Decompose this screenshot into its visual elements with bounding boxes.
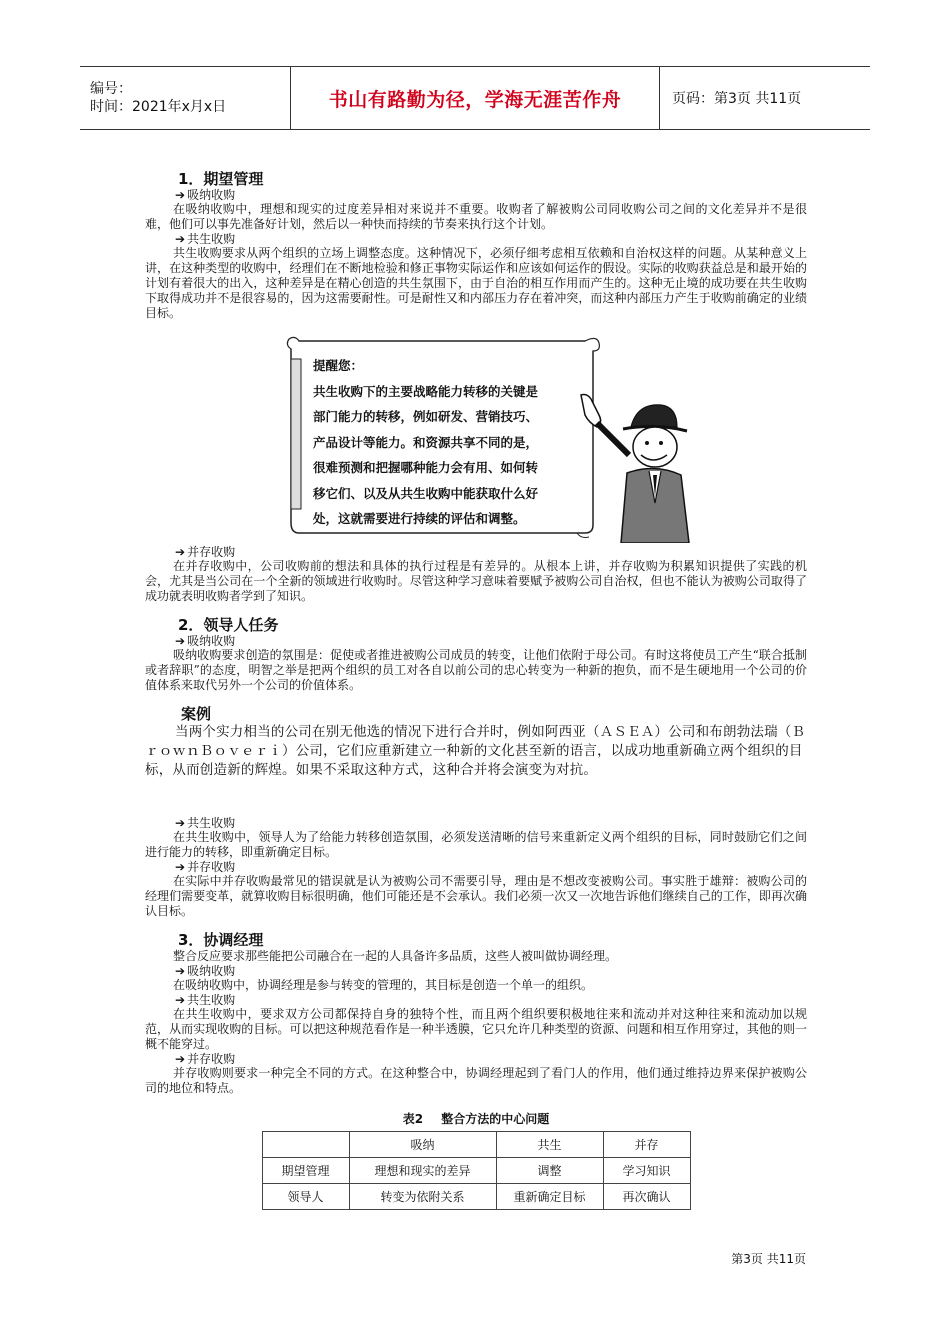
header-left [80,67,290,129]
paragraph: 在实际中并存收购最常见的错误就是认为被购公司不需要引导，理由是不想改变被购公司。事实胜于雄辩：被购公司的经理们需要变革，就算收购目标很明确，他们可能还是不会承认。我们必须一次又一次地告诉他们继续自己的工作，即再次确认目标。 [145,874,807,918]
subheading: ➔ 共生收购 [175,816,236,830]
table-cell: 期望管理 [262,1158,349,1184]
header-page-label: 页码：第3页 共11页 [672,91,802,107]
reminder-line: 移它们、以及从共生收购中能获取什么好 [313,485,539,501]
arrow-icon: ➔ [175,188,186,202]
paragraph: 共生收购要求从两个组织的立场上调整态度。这种情况下，必须仔细考虑相互依赖和自治权这样的问题。从某种意义上讲，在这种类型的收购中，经理们在不断地检验和修正事物实际运作和应该如何运作的假设。实际的收购获益总是和最开始的计划有着很大的出入，这种差异是在精心创造的共生氛围下，由于自治的相互作用而产生的。这种无止境的成功要在共生收购下取得成功并不是很容易的，因为这需要耐性。可是耐性又和内部压力存在着冲突，而这种内部压力产生于收购前确定的业绩目标。 [145,246,807,320]
case-title: 案例 [181,705,212,723]
arrow-icon: ➔ [175,634,186,648]
header-motto-cell [290,67,660,129]
subheading: ➔ 吸纳收购 [175,188,236,202]
paragraph: 在共生收购中，领导人为了给能力转移创造氛围，必须发送清晰的信号来重新定义两个组织的目标，同时鼓励它们之间进行能力的转移，即重新确定目标。 [145,830,807,859]
reminder-line: 部门能力的转移，例如研发、营销技巧、 [313,409,539,424]
document-body [145,170,807,1210]
table-header-cell: 并存 [603,1132,690,1158]
arrow-icon: ➔ [175,545,186,559]
table-header-cell: 吸纳 [349,1132,496,1158]
arrow-icon: ➔ [175,232,186,246]
reminder-text [313,353,593,532]
arrow-icon: ➔ [175,1052,186,1066]
reminder-line: 共生收购下的主要战略能力转移的关键是 [313,383,539,399]
section-title: 3．协调经理 [178,931,264,949]
section-title: 1．期望管理 [178,170,264,188]
integration-table [262,1131,691,1210]
subheading: ➔ 吸纳收购 [175,964,236,978]
table-cell: 再次确认 [603,1184,690,1210]
page-header [80,66,870,130]
paragraph: 在共生收购中，要求双方公司都保持自身的独特个性，而且两个组织要积极地往来和流动并对这种往来和流动加以规范，从而实现收购的目标。可以把这种规范看作是一种半透膜，它只允许几种类型的资源、问题和相互作用穿过，其他的则一概不能穿过。 [145,1007,807,1051]
reminder-line: 很难预测和把握哪种能力会有用、如何转 [313,460,539,475]
presenter-cartoon-icon [577,393,705,543]
subheading: ➔ 共生收购 [175,232,236,246]
arrow-icon: ➔ [175,816,186,830]
paragraph: 吸纳收购要求创造的氛围是：促使或者推进被购公司成员的转变，让他们依附于母公司。有时这将使员工产生“联合抵制或者辞职”的态度，明智之举是把两个组织的员工对各自以前公司的忠心转变为一种新的抱负，而不是生硬地用一个公司的价值体系来取代另外一个公司的价值体系。 [145,648,807,692]
table-cell: 理想和现实的差异 [349,1158,496,1184]
reminder-callout [285,333,705,545]
subheading: ➔ 并存收购 [175,860,236,874]
reminder-line: 产品设计等能力。和资源共享不同的是， [313,434,539,450]
subheading: ➔ 并存收购 [175,545,236,559]
table-row [262,1184,690,1210]
section-title: 2．领导人任务 [178,616,279,634]
doc-date-label: 时间：2021年x月x日 [90,99,227,115]
table-cell: 调整 [496,1158,603,1184]
header-motto: 书山有路勤为径，学海无涯苦作舟 [328,88,622,111]
table-row [262,1158,690,1184]
arrow-icon: ➔ [175,993,186,1007]
table-header-cell: 共生 [496,1132,603,1158]
header-right [660,67,801,129]
table-cell: 转变为依附关系 [349,1184,496,1210]
subheading: ➔ 吸纳收购 [175,634,236,648]
doc-number-label: 编号： [90,81,132,97]
case-paragraph: 当两个实力相当的公司在别无他选的情况下进行合并时，例如阿西亚（ＡＳＥＡ）公司和布朗勃法瑞（ＢｒｏｗｎＢｏｖｅｒｉ）公司，它们应重新建立一种新的文化甚至新的语言，以成功地重新确立两个组织的目标，从而创造新的辉煌。如果不采取这种方式，这种合并将会演变为对抗。 [145,724,806,778]
paragraph: 整合反应要求那些能把公司融合在一起的人具备许多品质，这些人被叫做协调经理。 [173,949,618,963]
table-cell: 领导人 [262,1184,349,1210]
paragraph: 并存收购则要求一种完全不同的方式。在这种整合中，协调经理起到了看门人的作用，他们通过维持边界来保护被购公司的地位和特点。 [145,1066,807,1095]
paragraph: 在吸纳收购中，协调经理是参与转变的管理的，其目标是创造一个单一的组织。 [173,978,594,992]
reminder-line: 处，这就需要进行持续的评估和调整。 [313,511,526,526]
reminder-line: 提醒您： [313,358,364,373]
table-caption: 表2 整合方法的中心问题 [402,1112,550,1126]
table-cell: 重新确定目标 [496,1184,603,1210]
subheading: ➔ 共生收购 [175,993,236,1007]
subheading: ➔ 并存收购 [175,1052,236,1066]
table-cell: 学习知识 [603,1158,690,1184]
arrow-icon: ➔ [175,964,186,978]
table-header-cell [262,1132,349,1158]
arrow-icon: ➔ [175,860,186,874]
paragraph: 在并存收购中，公司收购前的想法和具体的执行过程是有差异的。从根本上讲，并存收购为积累知识提供了实践的机会，尤其是当公司在一个全新的领域进行收购时。尽管这种学习意味着要赋予被购公司自治权，但也不能认为被购公司取得了成功就表明收购者学到了知识。 [145,559,807,603]
paragraph: 在吸纳收购中，理想和现实的过度差异相对来说并不重要。收购者了解被购公司同收购公司之间的文化差异并不是很难，他们可以事先准备好计划，然后以一种快而持续的节奏来执行这个计划。 [145,202,807,231]
page-footer: 第3页 共11页 [731,1252,806,1266]
table-header-row [262,1132,690,1158]
